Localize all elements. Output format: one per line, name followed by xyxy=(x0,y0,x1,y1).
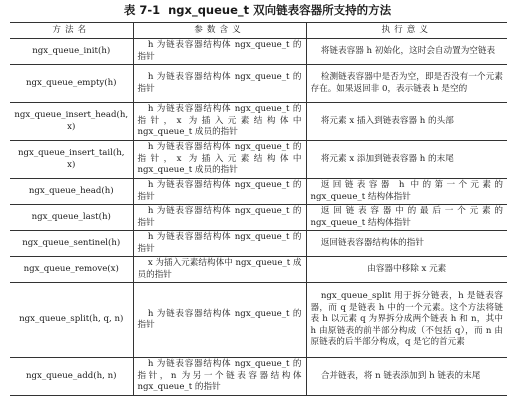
method-name: ngx_queue_last(h) xyxy=(10,205,133,231)
effect-text: 将链表容器 h 初始化，这时会自动置为空链表 xyxy=(306,39,507,65)
table-row xyxy=(10,358,507,396)
param-meaning: h 为链表容器结构体 ngx_queue_t 的指针 xyxy=(133,65,306,103)
table-row xyxy=(10,103,507,141)
table-header-row xyxy=(10,23,507,39)
param-meaning: x 为插入元素结构体中 ngx_queue_t 成员的指针 xyxy=(133,257,306,283)
table-caption xyxy=(0,2,515,18)
effect-text: 返回链表容器结构体的指针 xyxy=(306,231,507,257)
method-name: ngx_queue_init(h) xyxy=(10,39,133,65)
effect-text: 合并链表，将 n 链表添加到 h 链表的末尾 xyxy=(306,358,507,396)
table-row xyxy=(10,141,507,179)
table-row xyxy=(10,231,507,257)
method-name: ngx_queue_remove(x) xyxy=(10,257,133,283)
header-params: 参数含义 xyxy=(133,23,306,39)
table-title: ngx_queue_t 双向链表容器所支持的方法 xyxy=(168,3,392,17)
table-number: 表 7-1 xyxy=(123,3,161,17)
method-name: ngx_queue_insert_head(h, x) xyxy=(10,103,133,141)
header-effect: 执行意义 xyxy=(306,23,507,39)
method-name: ngx_queue_empty(h) xyxy=(10,65,133,103)
method-name: ngx_queue_head(h) xyxy=(10,179,133,205)
param-meaning: h 为链表容器结构体 ngx_queue_t 的指针，n 为另一个链表容器结构体 ngx_queue_t 的指针 xyxy=(133,358,306,396)
table-row xyxy=(10,283,507,358)
method-name: ngx_queue_split(h, q, n) xyxy=(10,283,133,358)
effect-text: 由容器中移除 x 元素 xyxy=(306,257,507,283)
effect-text: 返回链表容器中的最后一个元素的 ngx_queue_t 结构体指针 xyxy=(306,205,507,231)
table-row xyxy=(10,205,507,231)
param-meaning: h 为链表容器结构体 ngx_queue_t 的指针，x 为插入元素结构体中 ngx_queue_t 成员的指针 xyxy=(133,103,306,141)
method-name: ngx_queue_add(h, n) xyxy=(10,358,133,396)
param-meaning: h 为链表容器结构体 ngx_queue_t 的指针，x 为插入元素结构体中 ngx_queue_t 成员的指针 xyxy=(133,141,306,179)
effect-text: 返回链表容器 h 中的第一个元素的 ngx_queue_t 结构体指针 xyxy=(306,179,507,205)
effect-text: 检测链表容器中是否为空，即是否没有一个元素存在。如果返回非 0，表示链表 h 是空的 xyxy=(306,65,507,103)
param-meaning: h 为链表容器结构体 ngx_queue_t 的指针 xyxy=(133,231,306,257)
param-meaning: h 为链表容器结构体 ngx_queue_t 的指针 xyxy=(133,39,306,65)
table-row xyxy=(10,39,507,65)
method-name: ngx_queue_sentinel(h) xyxy=(10,231,133,257)
effect-text: 将元素 x 添加到链表容器 h 的末尾 xyxy=(306,141,507,179)
param-meaning: h 为链表容器结构体 ngx_queue_t 的指针 xyxy=(133,205,306,231)
effect-text: 将元素 x 插入到链表容器 h 的头部 xyxy=(306,103,507,141)
header-method: 方法名 xyxy=(10,23,133,39)
table-row xyxy=(10,179,507,205)
method-name: ngx_queue_insert_tail(h, x) xyxy=(10,141,133,179)
param-meaning: h 为链表容器结构体 ngx_queue_t 的指针 xyxy=(133,283,306,358)
methods-table xyxy=(10,22,507,396)
effect-text: ngx_queue_split 用于拆分链表，h 是链表容器，而 q 是链表 h 中的一个元素。这个方法将链表 h 以元素 q 为界拆分成两个链表 h 和 n，其中 h 由原链表的前半部分构成（不包括 q），而 n 由原链表的后半部分构成，q 是它的首元素 xyxy=(306,283,507,358)
table-row xyxy=(10,65,507,103)
param-meaning: h 为链表容器结构体 ngx_queue_t 的指针 xyxy=(133,179,306,205)
table-row xyxy=(10,257,507,283)
